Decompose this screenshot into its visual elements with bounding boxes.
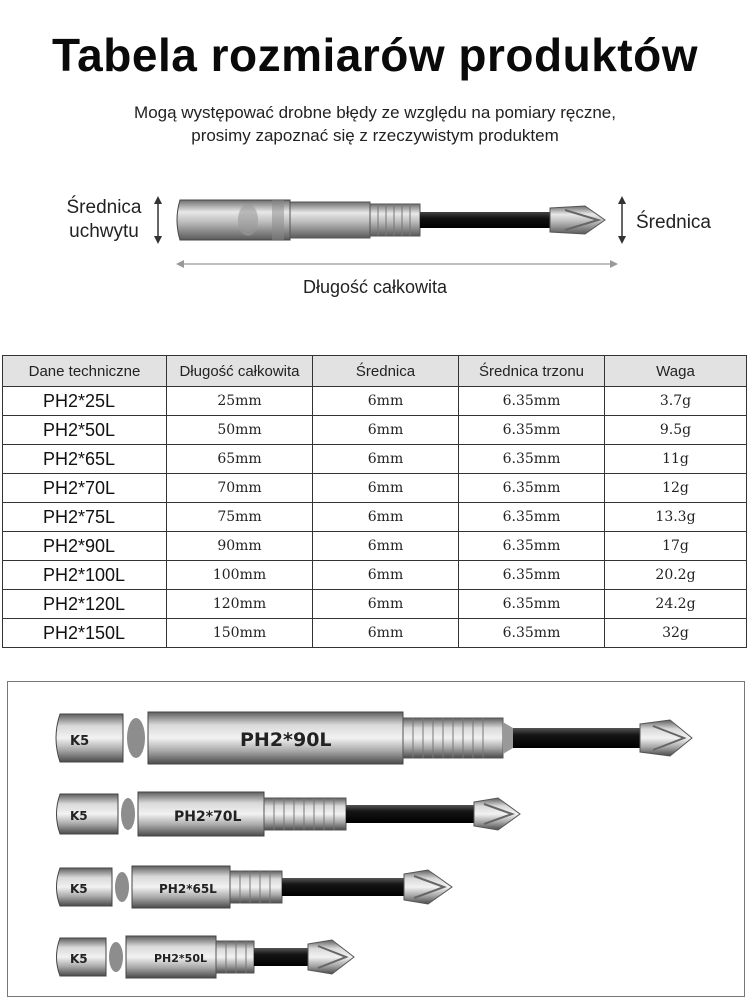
length-cell: 25mm — [167, 387, 313, 416]
column-header: Średnica — [313, 356, 459, 387]
weight-cell: 17g — [605, 532, 747, 561]
model-cell: PH2*150L — [3, 619, 167, 648]
bit-grip — [370, 204, 420, 236]
table-row — [3, 561, 747, 590]
shank-diameter-label-line-1: Średnica — [66, 197, 142, 218]
phillips-tip — [550, 206, 605, 234]
total-length-arrow — [176, 260, 618, 268]
shank-diameter-arrow — [154, 196, 162, 244]
length-cell: 100mm — [167, 561, 313, 590]
shank-diameter-cell: 6.35mm — [459, 387, 605, 416]
bit-model-label: PH2*65L — [159, 882, 217, 896]
weight-cell: 11g — [605, 445, 747, 474]
measurement-note-line-1: Mogą występować drobne błędy ze względu na pomiary ręczne, — [134, 103, 616, 122]
bit-model-label: PH2*50L — [154, 952, 207, 965]
diameter-cell: 6mm — [313, 590, 459, 619]
column-header: Średnica trzonu — [459, 356, 605, 387]
table-row — [3, 387, 747, 416]
length-cell: 90mm — [167, 532, 313, 561]
column-header: Waga — [605, 356, 747, 387]
tip-diameter-label: Średnica — [636, 212, 711, 233]
bit-ph2-90l — [56, 712, 692, 764]
shank-diameter-cell: 6.35mm — [459, 532, 605, 561]
bit-shank — [177, 200, 370, 240]
bit-model-label: PH2*70L — [174, 809, 242, 825]
table-row — [3, 590, 747, 619]
bit-ph2-70l — [57, 792, 521, 836]
model-cell: PH2*120L — [3, 590, 167, 619]
dimension-diagram — [0, 180, 750, 310]
bits-illustration — [8, 682, 744, 996]
product-photo — [7, 681, 745, 997]
table-row — [3, 619, 747, 648]
length-cell: 75mm — [167, 503, 313, 532]
weight-cell: 13.3g — [605, 503, 747, 532]
model-cell: PH2*100L — [3, 561, 167, 590]
table-row — [3, 532, 747, 561]
diameter-cell: 6mm — [313, 387, 459, 416]
bit-model-label: PH2*90L — [240, 729, 332, 751]
bit-ph2-65l — [57, 866, 453, 908]
diameter-cell: 6mm — [313, 503, 459, 532]
diameter-cell: 6mm — [313, 416, 459, 445]
weight-cell: 9.5g — [605, 416, 747, 445]
shank-diameter-cell: 6.35mm — [459, 416, 605, 445]
bit-brand-label: K5 — [70, 952, 88, 966]
length-cell: 150mm — [167, 619, 313, 648]
measurement-note-line-2: prosimy zapoznać się z rzeczywistym produktem — [191, 126, 559, 145]
length-cell: 50mm — [167, 416, 313, 445]
diameter-cell: 6mm — [313, 532, 459, 561]
length-cell: 70mm — [167, 474, 313, 503]
shank-diameter-cell: 6.35mm — [459, 561, 605, 590]
weight-cell: 3.7g — [605, 387, 747, 416]
length-cell: 120mm — [167, 590, 313, 619]
shank-diameter-cell: 6.35mm — [459, 590, 605, 619]
size-table — [2, 355, 747, 648]
bit-shaft — [420, 212, 550, 228]
diameter-cell: 6mm — [313, 619, 459, 648]
shank-diameter-label — [64, 196, 144, 244]
bit-brand-label: K5 — [70, 882, 88, 896]
model-cell: PH2*50L — [3, 416, 167, 445]
diameter-cell: 6mm — [313, 561, 459, 590]
shank-diameter-cell: 6.35mm — [459, 619, 605, 648]
weight-cell: 20.2g — [605, 561, 747, 590]
length-cell: 65mm — [167, 445, 313, 474]
shank-diameter-label-line-2: uchwytu — [69, 221, 139, 242]
diameter-cell: 6mm — [313, 474, 459, 503]
model-cell: PH2*90L — [3, 532, 167, 561]
bit-brand-label: K5 — [70, 809, 88, 823]
model-cell: PH2*65L — [3, 445, 167, 474]
total-length-label: Długość całkowita — [302, 277, 448, 297]
model-cell: PH2*70L — [3, 474, 167, 503]
table-header-row — [3, 356, 747, 387]
model-cell: PH2*25L — [3, 387, 167, 416]
table-row — [3, 445, 747, 474]
model-cell: PH2*75L — [3, 503, 167, 532]
column-header: Długość całkowita — [167, 356, 313, 387]
diameter-cell: 6mm — [313, 445, 459, 474]
shank-diameter-cell: 6.35mm — [459, 503, 605, 532]
weight-cell: 32g — [605, 619, 747, 648]
page-title: Tabela rozmiarów produktów — [52, 29, 698, 81]
table-row — [3, 503, 747, 532]
bit-brand-label: K5 — [70, 734, 90, 749]
shank-diameter-cell: 6.35mm — [459, 445, 605, 474]
weight-cell: 24.2g — [605, 590, 747, 619]
tip-diameter-arrow — [618, 196, 626, 244]
table-row — [3, 474, 747, 503]
table-row — [3, 416, 747, 445]
shank-diameter-cell: 6.35mm — [459, 474, 605, 503]
column-header: Dane techniczne — [3, 356, 167, 387]
weight-cell: 12g — [605, 474, 747, 503]
bit-ph2-50l — [57, 936, 355, 978]
